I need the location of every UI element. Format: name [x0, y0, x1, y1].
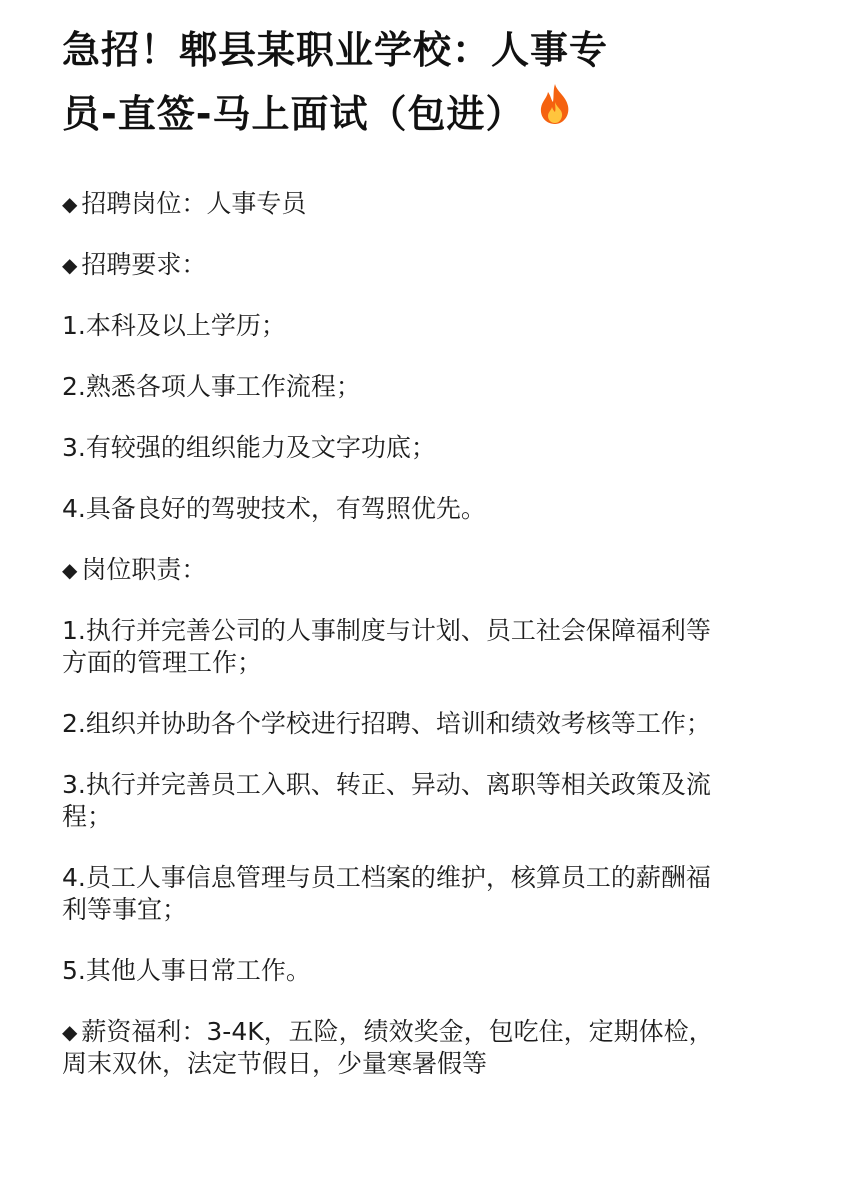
requirement-item: 3.有较强的组织能力及文字功底； — [62, 433, 436, 462]
diamond-bullet-icon: ◆ — [62, 1020, 78, 1044]
requirement-item: 4.具备良好的驾驶技术，有驾照优先。 — [62, 494, 486, 523]
post-title — [62, 18, 802, 146]
duty-item-line: 1.执行并完善公司的人事制度与计划、员工社会保障福利等 — [62, 616, 711, 645]
duties-heading — [62, 554, 802, 586]
benefits-text-1: 薪资福利：3-4K，五险，绩效奖金，包吃住，定期体检， — [81, 1017, 714, 1046]
duty-item-line: 方面的管理工作； — [62, 648, 263, 677]
duties-heading-text: 岗位职责： — [81, 555, 207, 584]
duty-item — [62, 769, 802, 833]
duty-item-line: 5.其他人事日常工作。 — [62, 956, 311, 985]
post-title-line-1: 急招！郫县某职业学校：人事专 — [62, 28, 609, 72]
duty-item-line: 2.组织并协助各个学校进行招聘、培训和绩效考核等工作； — [62, 709, 711, 738]
position-line — [62, 188, 802, 220]
position-text: 招聘岗位：人事专员 — [81, 189, 307, 218]
post-body — [62, 188, 802, 1080]
duty-item-line: 4.员工人事信息管理与员工档案的维护，核算员工的薪酬福 — [62, 863, 711, 892]
job-post — [62, 18, 802, 1109]
duty-item — [62, 862, 802, 926]
diamond-bullet-icon: ◆ — [62, 558, 78, 582]
duty-item — [62, 708, 802, 740]
post-title-line-2: 员-直签-马上面试（包进） — [62, 92, 525, 136]
fire-icon — [535, 81, 575, 145]
diamond-bullet-icon: ◆ — [62, 253, 78, 277]
duty-item — [62, 615, 802, 679]
duty-item — [62, 955, 802, 987]
benefits-line-2: 周末双休，法定节假日，少量寒暑假等 — [62, 1049, 488, 1078]
requirements-heading — [62, 249, 802, 281]
requirement-item: 2.熟悉各项人事工作流程； — [62, 372, 361, 401]
requirements-heading-text: 招聘要求： — [81, 250, 207, 279]
diamond-bullet-icon: ◆ — [62, 192, 78, 216]
duty-item-line: 3.执行并完善员工入职、转正、异动、离职等相关政策及流 — [62, 770, 711, 799]
benefits-line-1 — [62, 1016, 802, 1048]
benefits — [62, 1016, 802, 1080]
requirement-item: 1.本科及以上学历； — [62, 311, 286, 340]
duty-item-line: 程； — [62, 802, 113, 831]
duty-item-line: 利等事宜； — [62, 895, 188, 924]
